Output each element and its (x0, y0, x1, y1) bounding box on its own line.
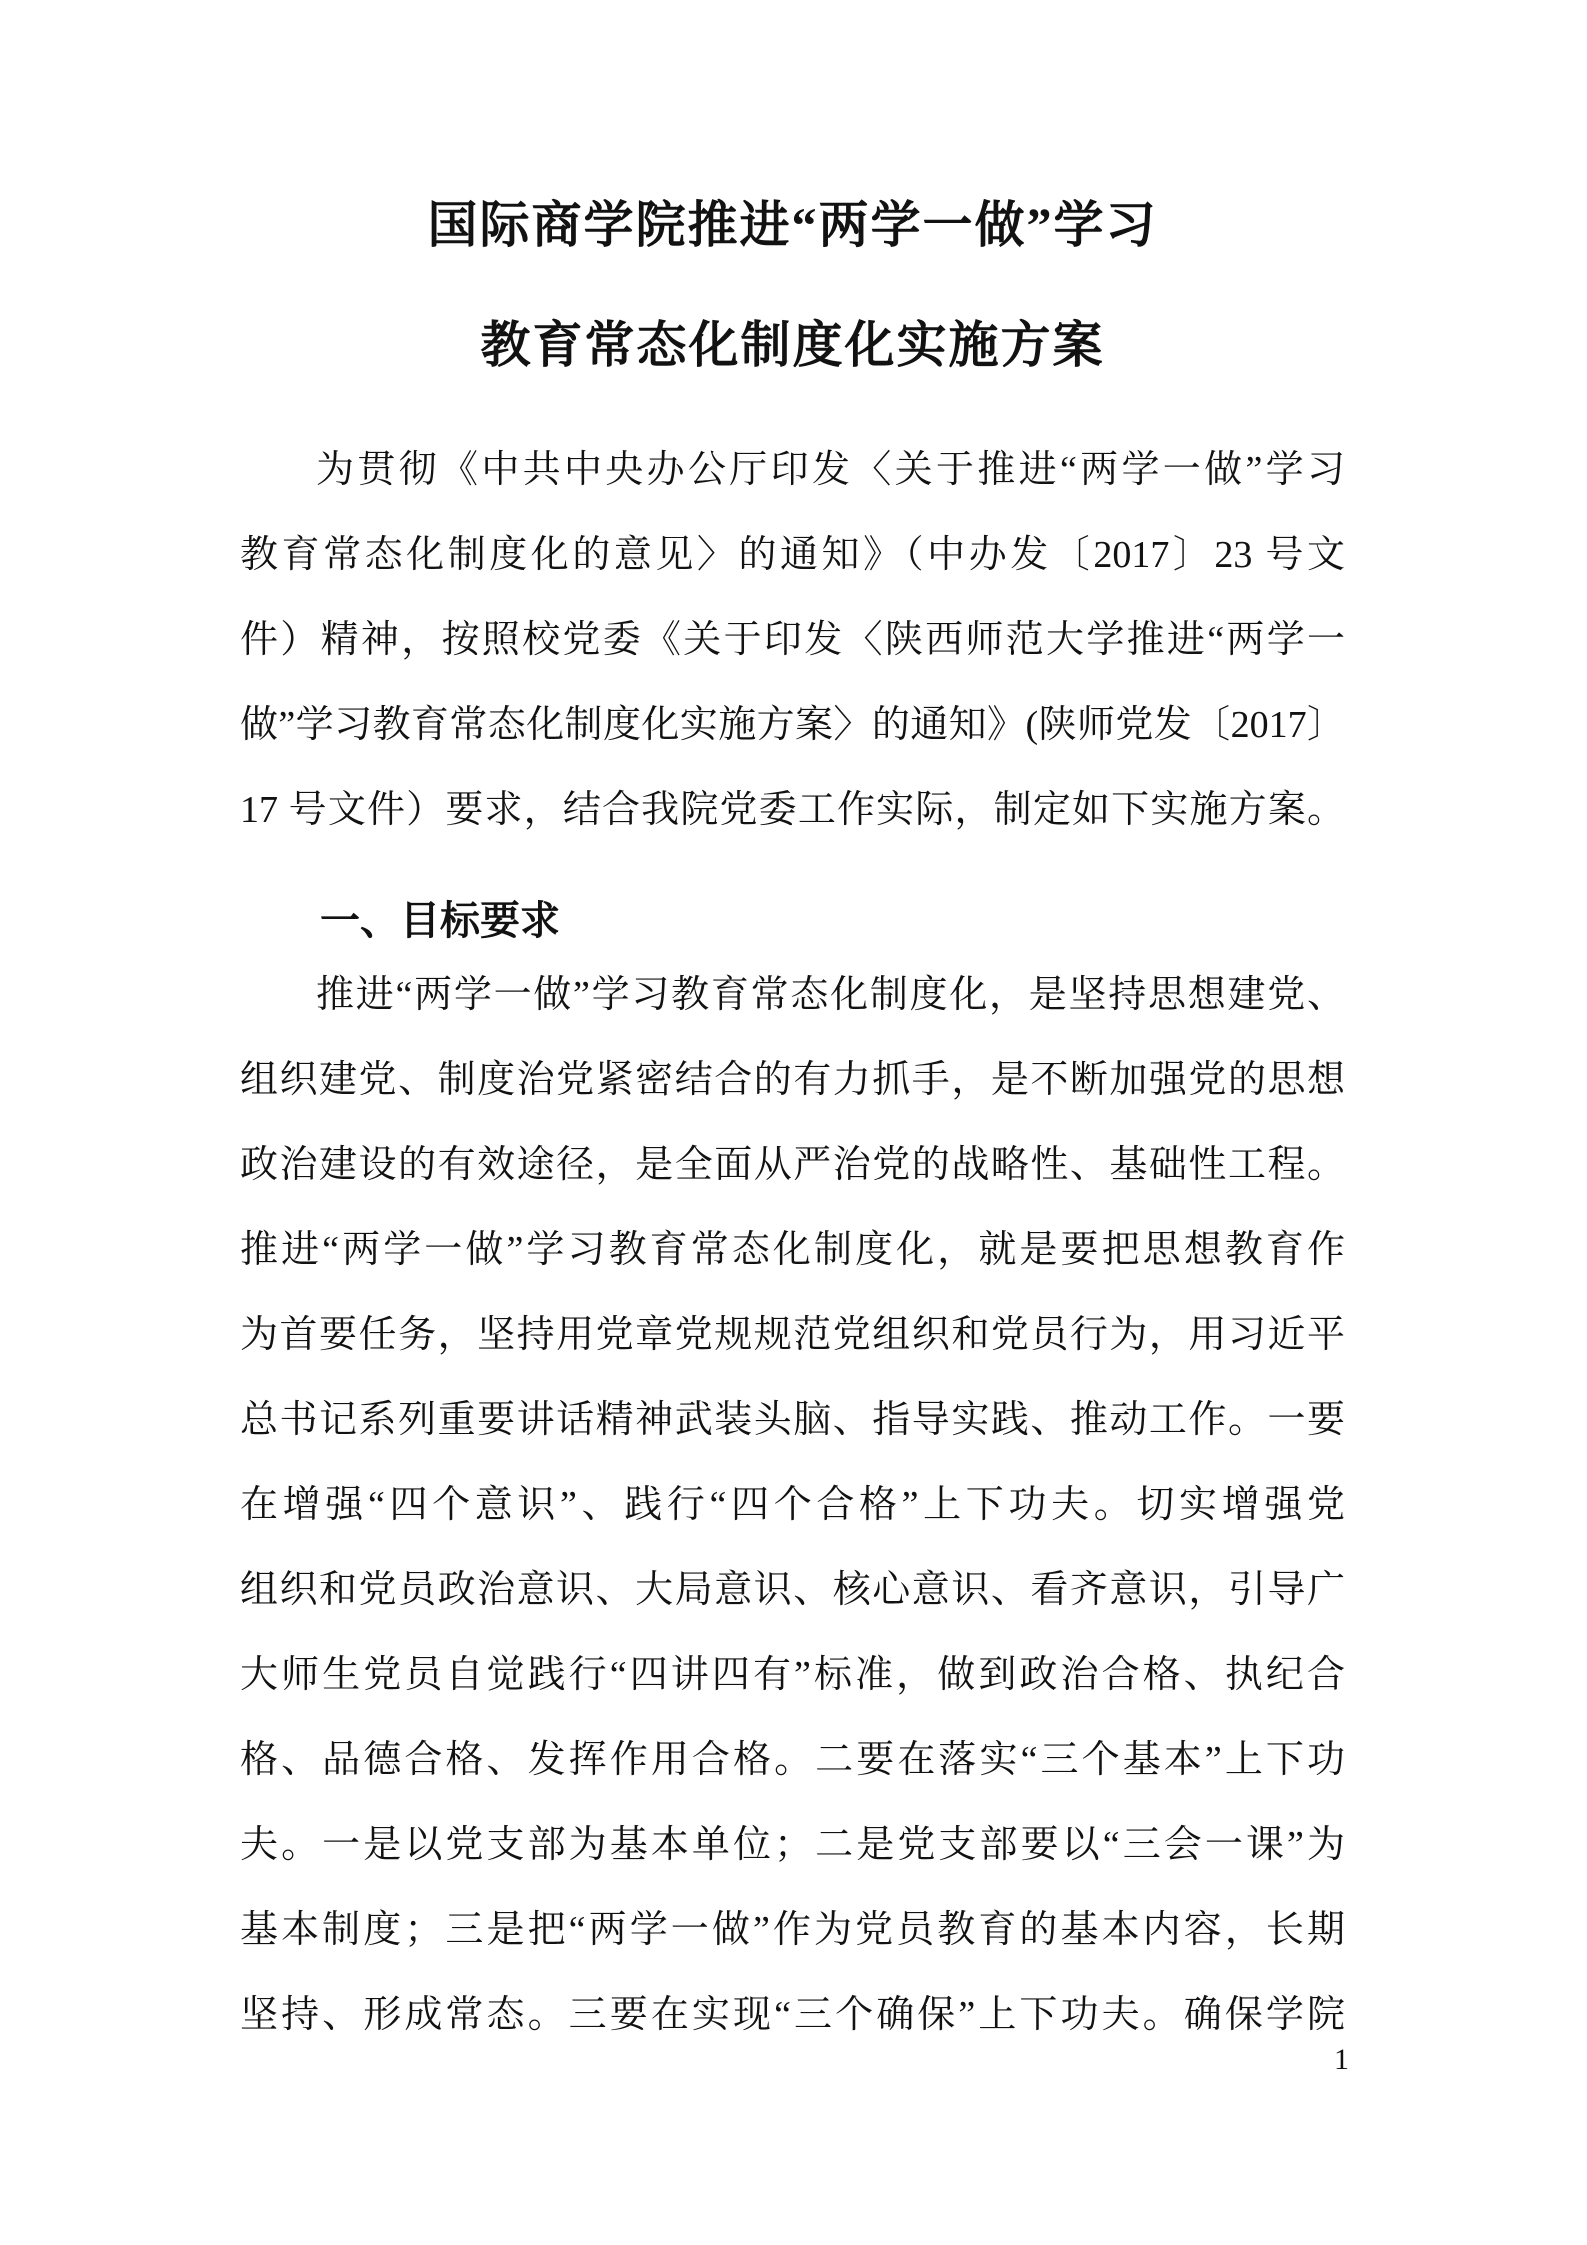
paragraph-goals (240, 953, 1345, 2058)
document-title (240, 165, 1345, 405)
body-line: 教育常态化制度化的意见〉的通知》（中办发〔2017〕23 号文 (240, 534, 1345, 576)
body-line: 在增强“四个意识”、践行“四个合格”上下功夫。切实增强党 (240, 1484, 1345, 1526)
body-line: 17 号文件）要求，结合我院党委工作实际，制定如下实施方案。 (240, 789, 1345, 831)
body-line: 政治建设的有效途径，是全面从严治党的战略性、基础性工程。 (240, 1144, 1345, 1186)
body-line: 坚持、形成常态。三要在实现“三个确保”上下功夫。确保学院 (240, 1994, 1345, 2036)
body-line: 格、品德合格、发挥作用合格。二要在落实“三个基本”上下功 (240, 1739, 1345, 1781)
body-line: 组织建党、制度治党紧密结合的有力抓手，是不断加强党的思想 (240, 1059, 1345, 1101)
body-line: 推进“两学一做”学习教育常态化制度化，就是要把思想教育作 (240, 1229, 1345, 1271)
body-line: 组织和党员政治意识、大局意识、核心意识、看齐意识，引导广 (240, 1569, 1345, 1611)
page-number: 1 (1334, 2043, 1349, 2076)
document-title-line-2: 教育常态化制度化实施方案 (480, 317, 1105, 373)
body-line: 大师生党员自觉践行“四讲四有”标准，做到政治合格、执纪合 (240, 1654, 1345, 1696)
section-heading-goals: 一、目标要求 (320, 898, 560, 943)
body-line: 基本制度；三是把“两学一做”作为党员教育的基本内容，长期 (240, 1909, 1345, 1951)
paragraph-intro (240, 428, 1345, 853)
document-title-line-1: 国际商学院推进“两学一做”学习 (427, 197, 1158, 253)
body-line: 夫。一是以党支部为基本单位；二是党支部要以“三会一课”为 (240, 1824, 1345, 1866)
body-line: 件）精神，按照校党委《关于印发〈陕西师范大学推进“两学一 (240, 619, 1345, 661)
body-line: 为首要任务，坚持用党章党规规范党组织和党员行为，用习近平 (240, 1314, 1345, 1356)
body-line: 为贯彻《中共中央办公厅印发〈关于推进“两学一做”学习 (316, 449, 1345, 491)
body-line: 做”学习教育常态化制度化实施方案〉的通知》(陕师党发〔2017〕 (240, 704, 1345, 746)
body-line: 推进“两学一做”学习教育常态化制度化，是坚持思想建党、 (316, 974, 1345, 1016)
body-line: 总书记系列重要讲话精神武装头脑、指导实践、推动工作。一要 (240, 1399, 1345, 1441)
